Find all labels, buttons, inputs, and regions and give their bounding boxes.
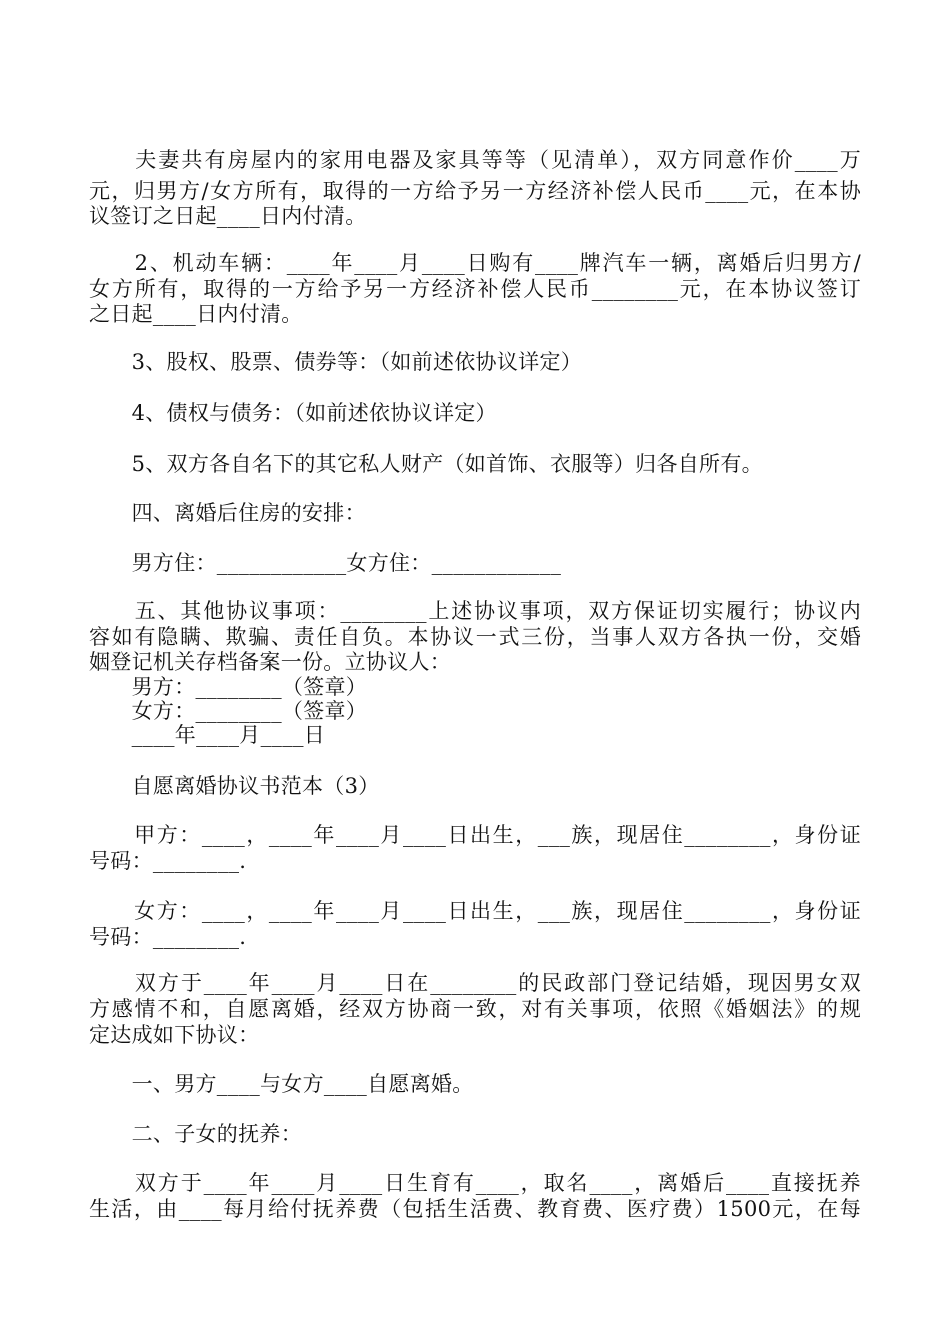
paragraph-line: 之日起____日内付清。 [89,302,303,326]
paragraph-line: 容如有隐瞒、欺骗、责任自负。本协议一式三份，当事人双方各执一份，交婚 [89,625,861,649]
paragraph-line: 议签订之日起____日内付清。 [89,204,367,228]
paragraph-line: 3、股权、股票、债券等：（如前述依协议详定） [89,350,583,374]
signature-line-female: 女方：________（签章） [89,699,368,723]
paragraph-line: 女方：____，____年____月____日出生，___族，现居住________，身份证 [89,899,861,923]
paragraph-line: 号码：________. [89,925,247,949]
paragraph-line: 定达成如下协议： [89,1023,260,1047]
paragraph-line: 生活，由____每月给付抚养费（包括生活费、教育费、医疗费）1500元，在每 [89,1197,861,1221]
signature-line-male: 男方：________（签章） [89,675,368,699]
paragraph-line: 女方所有，取得的一方给予另一方经济补偿人民币________元，在本协议签订 [89,277,861,301]
paragraph-line: 5、双方各自名下的其它私人财产（如首饰、衣服等）归各自所有。 [89,452,763,476]
paragraph-line: 男方住：____________女方住：____________ [89,551,562,575]
date-line: ____年____月____日 [89,723,326,747]
paragraph-line: 号码：________. [89,849,247,873]
paragraph-line: 姻登记机关存档备案一份。立协议人： [89,650,452,674]
paragraph-line: 双方于____年____月____日生育有____，取名____，离婚后____直接抚养 [89,1171,861,1195]
paragraph-line: 4、债权与债务：（如前述依协议详定） [89,401,497,425]
paragraph-line: 一、男方____与女方____自愿离婚。 [89,1072,474,1096]
paragraph-line: 夫妻共有房屋内的家用电器及家具等等（见清单），双方同意作价____万 [89,148,861,172]
paragraph-line: 2、机动车辆：____年____月____日购有____牌汽车一辆，离婚后归男方/ [89,251,861,275]
paragraph-line: 五、其他协议事项：________上述协议事项，双方保证切实履行；协议内 [89,599,861,623]
paragraph-line: 双方于____年____月____日在________的民政部门登记结婚，现因男女双 [89,971,861,995]
paragraph-line: 甲方：____，____年____月____日出生，___族，现居住________，身份证 [89,823,861,847]
section-heading: 四、离婚后住房的安排： [89,501,366,525]
section-heading: 二、子女的抚养： [89,1122,302,1146]
paragraph-line: 元，归男方/女方所有，取得的一方给予另一方经济补偿人民币____元，在本协 [89,179,861,203]
paragraph-line: 方感情不和，自愿离婚，经双方协商一致，对有关事项，依照《婚姻法》的规 [89,997,861,1021]
document-subtitle: 自愿离婚协议书范本（3） [89,774,380,798]
